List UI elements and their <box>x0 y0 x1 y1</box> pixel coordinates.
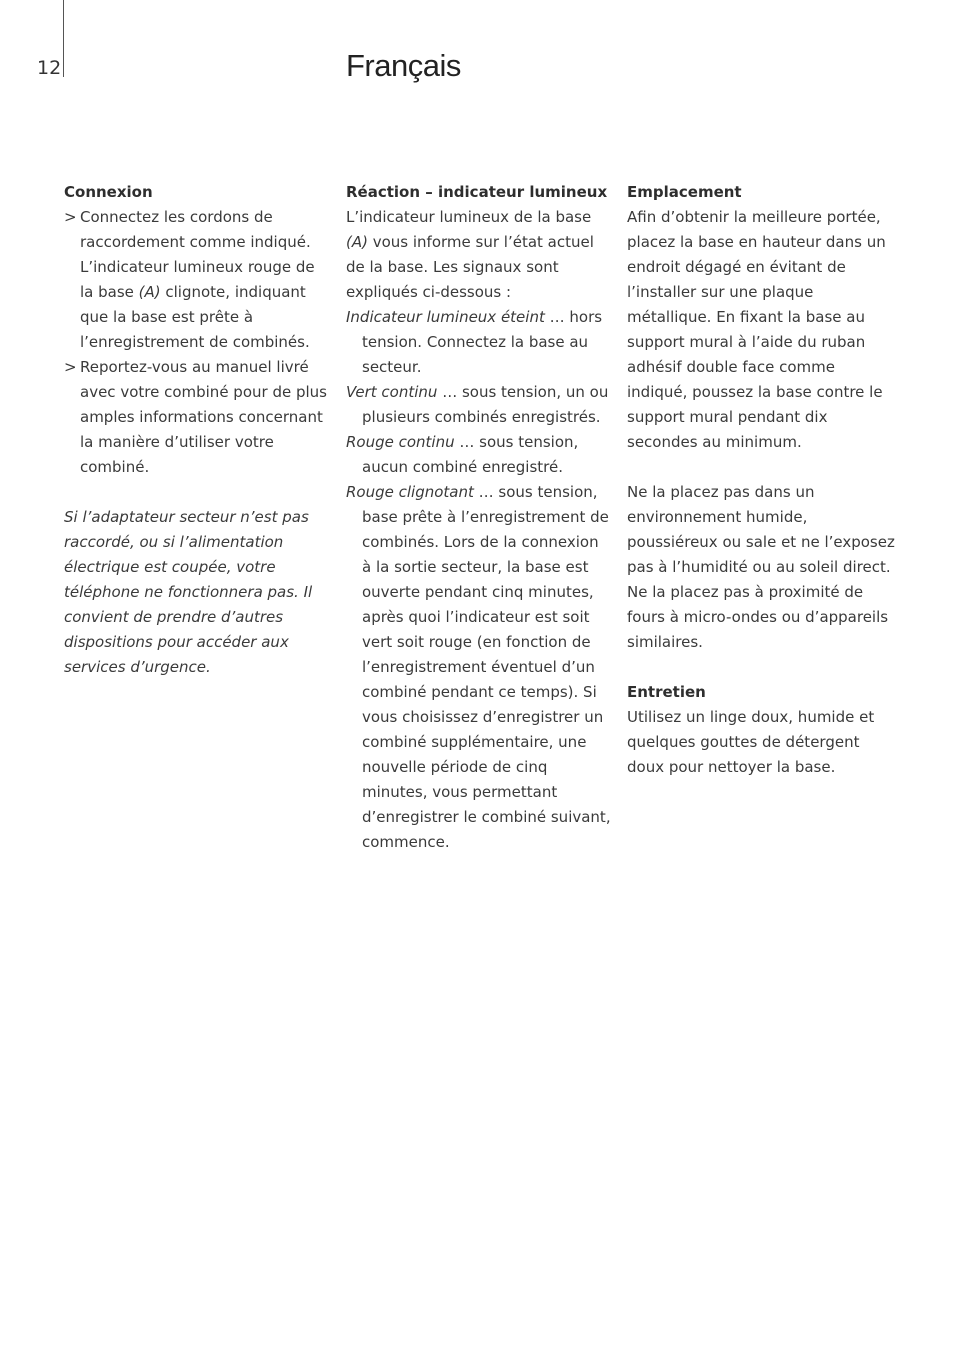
bullet-text: Connectez les cordons de raccordement comme indiqué. L’indicateur lumineux rouge de la base <box>80 208 315 301</box>
placement-warning: Ne la placez pas dans un environnement humide, poussiéreux ou sale et ne l’exposez pas à l’humidité ou au soleil direct. Ne la placez pas à proximité de fours à micro-ondes ou d’appareils similaires. <box>627 483 895 651</box>
page-number: 12 <box>37 57 62 79</box>
list-item <box>64 205 332 355</box>
reference-label: (A) <box>138 283 161 301</box>
page-title: Français <box>346 48 461 83</box>
signal-desc: sous tension, aucun combiné enregistré. <box>362 433 579 476</box>
bullet-mark: > <box>64 358 77 376</box>
indicator-intro: L’indicateur lumineux de la base (A) vous informe sur l’état actuel de la base. Les signaux sont expliqués ci-dessous : <box>346 208 594 301</box>
column-connexion <box>64 180 332 680</box>
signal-term: Rouge clignotant <box>346 483 474 501</box>
signal-item: Rouge continu … sous tension, aucun combiné enregistré. <box>346 433 579 476</box>
reference-label: (A) <box>346 233 368 251</box>
bullet-text: clignote, indiquant que la base est prête à l’enregistrement de combinés. <box>80 283 310 351</box>
signal-item: Rouge clignotant … sous tension, base prête à l’enregistrement de combinés. Lors de la connexion à la sortie secteur, la base est ouverte pendant cinq minutes, après quoi l’indicateur est soit vert soit rouge (en fonction de l’enregistrement éventuel d’un combiné pendant ce temps). Si vous choisissez d’enregistrer un combiné supplémentaire, une nouvelle période de cinq minutes, vous permettant d’enregistrer le combiné suivant, commence. <box>346 483 611 851</box>
signal-term: Indicateur lumineux éteint <box>346 308 545 326</box>
header-divider <box>63 0 64 77</box>
signal-item: Vert continu … sous tension, un ou plusieurs combinés enregistrés. <box>346 383 609 426</box>
signal-desc: hors tension. Connectez la base au secteur. <box>362 308 603 376</box>
signal-desc: sous tension, base prête à l’enregistrement de combinés. Lors de la connexion à la sortie secteur, la base est ouverte pendant cinq minutes, après quoi l’indicateur est soit vert soit rouge (en fonction de l’enregistrement éventuel d’un combiné pendant ce temps). Si vous choisissez d’enregistrer un combiné supplémentaire, une nouvelle période de cinq minutes, vous permettant d’enregistrer le combiné suivant, commence. <box>362 483 611 851</box>
signal-item: Indicateur lumineux éteint … hors tension. Connectez la base au secteur. <box>346 308 603 376</box>
column-indicator <box>346 180 612 855</box>
section-heading-maintenance: Entretien <box>627 683 706 701</box>
placement-paragraph: Afin d’obtenir la meilleure portée, placez la base en hauteur dans un endroit dégagé en évitant de l’installer sur une plaque métallique. En fixant la base au support mural à l’aide du ruban adhésif double face comme indiqué, poussez la base contre le support mural pendant dix secondes au minimum. <box>627 208 886 451</box>
section-heading-placement: Emplacement <box>627 183 742 201</box>
signal-term: Rouge continu <box>346 433 455 451</box>
emergency-note: Si l’adaptateur secteur n’est pas raccordé, ou si l’alimentation électrique est coupée, votre téléphone ne fonctionnera pas. Il convient de prendre d’autres dispositions pour accéder aux services d’urgence. <box>64 508 313 676</box>
section-heading-indicator: Réaction – indicateur lumineux <box>346 183 608 201</box>
section-heading-connexion: Connexion <box>64 183 153 201</box>
list-item <box>64 355 332 480</box>
maintenance-paragraph: Utilisez un linge doux, humide et quelques gouttes de détergent doux pour nettoyer la base. <box>627 708 875 776</box>
column-placement <box>627 180 895 780</box>
signal-term: Vert continu <box>346 383 438 401</box>
bullet-text: Reportez-vous au manuel livré avec votre combiné pour de plus amples informations concernant la manière d’utiliser votre combiné. <box>80 358 327 476</box>
bullet-mark: > <box>64 208 77 226</box>
signal-desc: sous tension, un ou plusieurs combinés enregistrés. <box>362 383 609 426</box>
